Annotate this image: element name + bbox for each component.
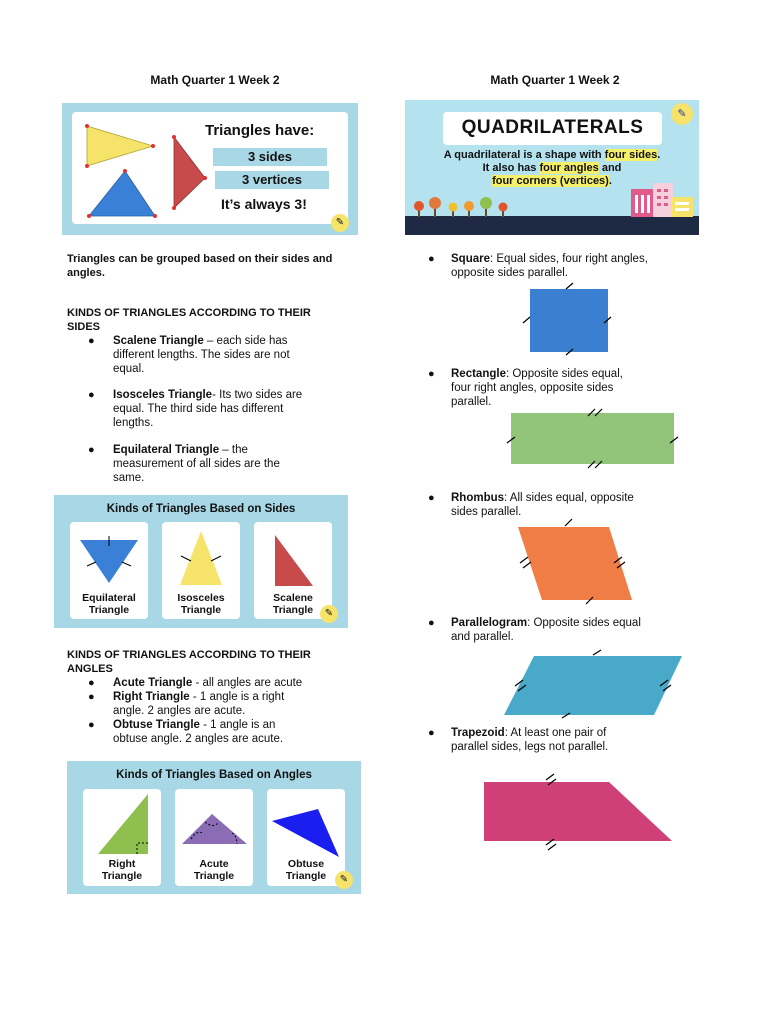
sides-heading: KINDS OF TRIANGLES ACCORDING TO THEIR SIDES — [67, 307, 311, 333]
bullet-icon: ● — [428, 727, 435, 739]
left-page-header: Math Quarter 1 Week 2 — [150, 73, 280, 87]
bullet-icon: ● — [88, 719, 95, 731]
bullet-icon: ● — [428, 253, 435, 265]
rectangle-shape — [511, 413, 674, 464]
trapezoid-item: Trapezoid: At least one pair of parallel sides, legs not parallel. — [451, 727, 609, 753]
bullet-icon: ● — [88, 335, 95, 347]
quadrilaterals-title: QUADRILATERALS — [461, 117, 644, 138]
rhombus-shape — [518, 527, 632, 600]
trapezoid-shape — [484, 782, 672, 841]
square-shape — [530, 289, 608, 352]
notebook-icon: ✎ — [320, 605, 338, 623]
notebook-icon: ✎ — [335, 871, 353, 889]
bullet-icon: ● — [88, 444, 95, 456]
right-page-header: Math Quarter 1 Week 2 — [490, 73, 620, 87]
scalene-item: Scalene Triangle – each side has different lengths. The sides are not equal. — [113, 335, 290, 375]
bullet-icon: ● — [88, 691, 95, 703]
bullet-icon: ● — [88, 677, 95, 689]
angles-heading: KINDS OF TRIANGLES ACCORDING TO THEIR ANGLES — [67, 649, 311, 675]
obtuse-caption: Obtuse Triangle — [285, 858, 327, 882]
equilateral-caption: Equilateral Triangle — [82, 592, 136, 616]
isosceles-item: Isosceles Triangle- Its two sides are equal. The third side has different lengths. — [113, 389, 303, 429]
bullet-icon: ● — [428, 617, 435, 629]
bullet-icon: ● — [428, 368, 435, 380]
acute-item: Acute Triangle - all angles are acute — [113, 677, 303, 689]
intro-text: Triangles can be grouped based on their sides and angles. — [67, 253, 333, 279]
angles-panel-title: Kinds of Triangles Based on Angles — [116, 769, 312, 781]
right-caption: Right Triangle — [101, 858, 143, 882]
parallelogram-item: Parallelogram: Opposite sides equal and parallel. — [451, 617, 641, 643]
scalene-caption: Scalene Triangle — [272, 592, 314, 616]
triangles-have-title: Triangles have: — [205, 122, 315, 139]
sides-panel-title: Kinds of Triangles Based on Sides — [106, 503, 296, 515]
acute-caption: Acute Triangle — [193, 858, 235, 882]
rectangle-item: Rectangle: Opposite sides equal, four right angles, opposite sides parallel. — [451, 368, 623, 408]
bullet-icon: ● — [88, 389, 95, 401]
bullet-icon: ● — [428, 492, 435, 504]
book-icon: ✎ — [671, 103, 693, 125]
notebook-icon: ✎ — [331, 214, 349, 232]
obtuse-item: Obtuse Triangle - 1 angle is an obtuse angle. 2 angles are acute. — [113, 719, 284, 745]
square-item: Square: Equal sides, four right angles, opposite sides parallel. — [451, 253, 648, 279]
parallelogram-shape — [504, 656, 682, 715]
pill-3-vertices: 3 vertices — [215, 171, 329, 189]
quadrilateral-definition: A quadrilateral is a shape with four sides. It also has four angles and four corners (vertices). — [443, 149, 661, 187]
always-three-text: It’s always 3! — [221, 196, 307, 212]
equilateral-item: Equilateral Triangle – the measurement of all sides are the same. — [113, 444, 280, 484]
right-item: Right Triangle - 1 angle is a right angle. 2 angles are acute. — [113, 691, 285, 717]
rhombus-item: Rhombus: All sides equal, opposite sides parallel. — [451, 492, 634, 518]
isosceles-caption: Isosceles Triangle — [177, 592, 225, 616]
pill-3-sides: 3 sides — [213, 148, 327, 166]
